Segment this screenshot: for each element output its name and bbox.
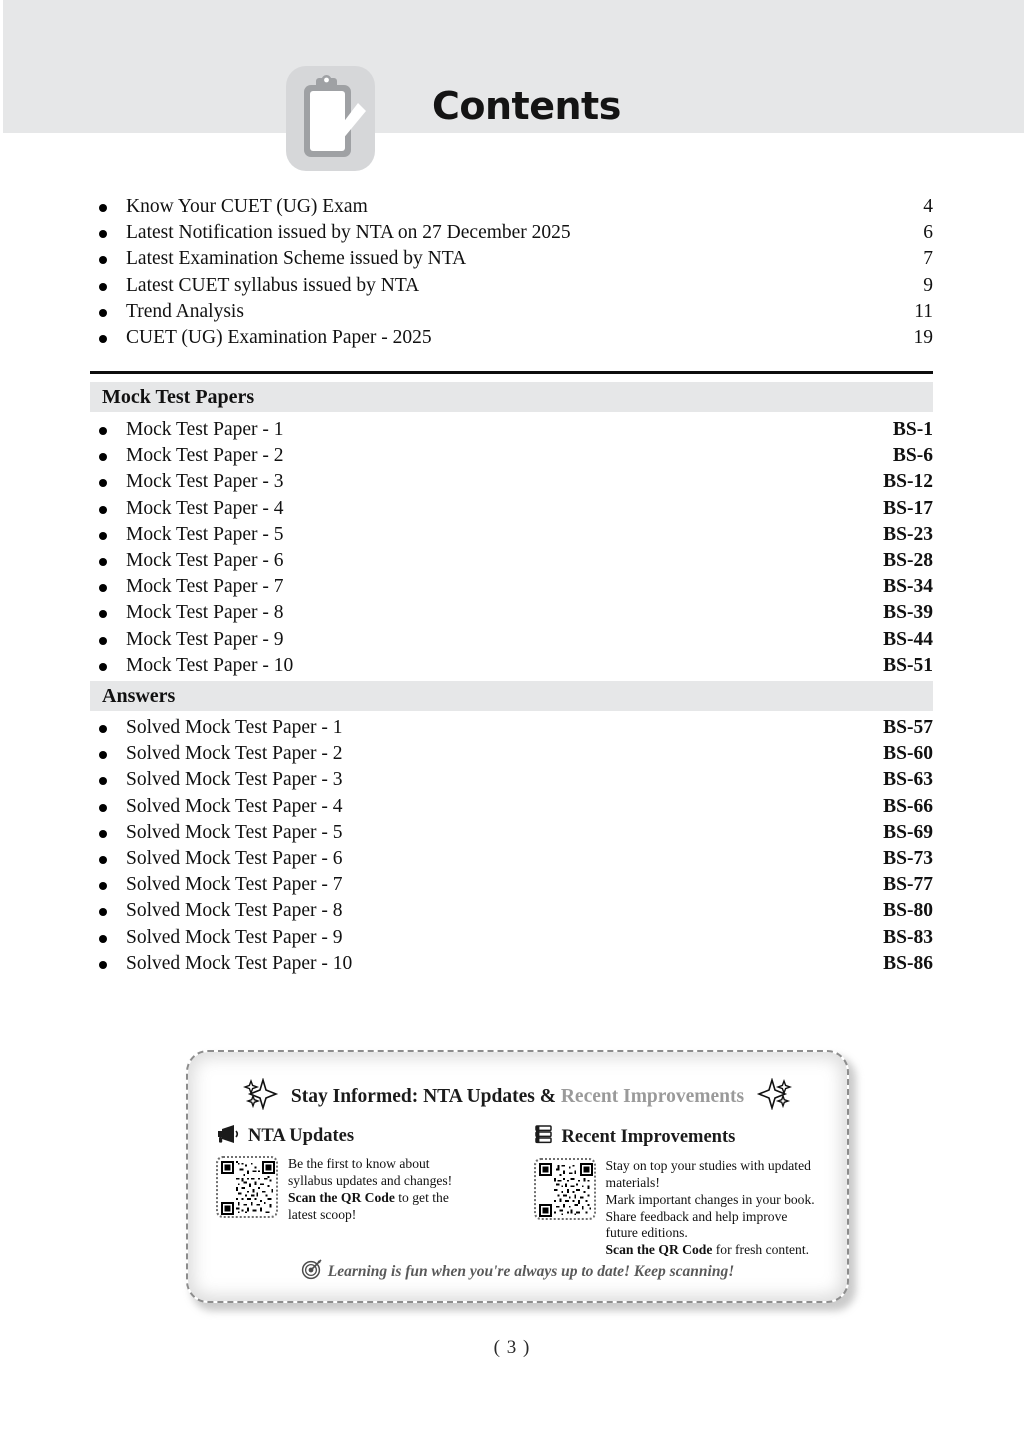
bullet-icon — [90, 827, 126, 842]
list-item[interactable] — [90, 927, 933, 953]
promo-column-nta-updates — [188, 1124, 518, 1259]
list-item[interactable] — [90, 471, 933, 497]
entry-page: BS-44 — [883, 628, 933, 650]
entry-label: Solved Mock Test Paper - 2 — [126, 743, 343, 765]
promo-right-line4: Share feedback and help improve — [605, 1208, 788, 1224]
entry-page: BS-80 — [883, 900, 933, 922]
bullet-icon — [90, 932, 126, 947]
stay-informed-promo-box — [186, 1050, 854, 1309]
intro-contents-list — [90, 196, 933, 353]
entry-page: BS-57 — [883, 717, 933, 738]
promo-left-line4: latest scoop! — [288, 1206, 357, 1222]
mock-test-papers-list — [90, 419, 933, 681]
promo-right-line3: Mark important changes in your book. — [605, 1191, 815, 1207]
promo-left-line1: Be the first to know about — [288, 1156, 430, 1171]
entry-page: BS-77 — [883, 874, 933, 896]
bullet-icon — [90, 503, 126, 518]
promo-footer-row — [188, 1258, 847, 1285]
entry-page: BS-17 — [883, 497, 933, 519]
entry-label: Latest Notification issued by NTA on 27 December 2025 — [126, 222, 571, 244]
entry-label: Latest Examination Scheme issued by NTA — [126, 248, 467, 270]
entry-page: 9 — [923, 274, 933, 296]
bullet-icon — [90, 660, 126, 675]
entry-page: BS-60 — [883, 743, 933, 765]
entry-label: Solved Mock Test Paper - 7 — [126, 874, 343, 896]
bullet-icon — [90, 306, 126, 321]
entry-page: BS-63 — [883, 769, 933, 791]
books-icon — [534, 1124, 554, 1151]
promo-right-text — [606, 1158, 815, 1259]
entry-label: Mock Test Paper - 10 — [126, 654, 294, 676]
list-item[interactable] — [90, 419, 933, 445]
promo-right-line1: Stay on top your studies with updated — [605, 1158, 811, 1173]
entry-label: Mock Test Paper - 5 — [126, 523, 284, 545]
list-item[interactable] — [90, 301, 933, 327]
entry-label: CUET (UG) Examination Paper - 2025 — [126, 326, 432, 348]
promo-left-line3-bold: Scan the QR Code — [288, 1189, 395, 1205]
section-title: Mock Test Papers — [102, 385, 255, 408]
bullet-icon — [90, 722, 126, 737]
list-item[interactable] — [90, 822, 933, 848]
page-title: Contents — [432, 84, 621, 128]
promo-column-header — [216, 1124, 518, 1149]
list-item[interactable] — [90, 498, 933, 524]
bullet-icon — [90, 607, 126, 622]
bullet-icon — [90, 227, 126, 242]
entry-label: Mock Test Paper - 7 — [126, 576, 284, 598]
entry-label: Solved Mock Test Paper - 3 — [126, 769, 343, 791]
bullet-icon — [90, 201, 126, 216]
entry-label: Solved Mock Test Paper - 6 — [126, 847, 343, 869]
sparkles-icon-left — [243, 1078, 279, 1115]
promo-right-line2: materials! — [605, 1174, 660, 1190]
list-item[interactable] — [90, 769, 933, 795]
entry-page: BS-28 — [883, 549, 933, 571]
bullet-icon — [90, 853, 126, 868]
bullet-icon — [90, 774, 126, 789]
entry-label: Solved Mock Test Paper - 1 — [126, 717, 343, 738]
entry-page: BS-51 — [883, 654, 933, 676]
bullet-icon — [90, 529, 126, 544]
promo-left-line2: syllabus updates and changes! — [288, 1172, 453, 1188]
entry-label: Solved Mock Test Paper - 10 — [126, 952, 353, 974]
list-item[interactable] — [90, 524, 933, 550]
entry-page: 19 — [913, 326, 933, 348]
entry-label: Mock Test Paper - 1 — [126, 419, 284, 440]
promo-headline-muted: Recent Improvements — [560, 1085, 745, 1107]
promo-column-header — [534, 1124, 848, 1151]
list-item[interactable] — [90, 576, 933, 602]
bullet-icon — [90, 581, 126, 596]
entry-page: BS-39 — [883, 602, 933, 624]
entry-page: BS-6 — [892, 445, 933, 467]
entry-label: Solved Mock Test Paper - 8 — [126, 900, 343, 922]
bullet-icon — [90, 424, 126, 439]
list-item[interactable] — [90, 874, 933, 900]
entry-label: Mock Test Paper - 4 — [126, 497, 284, 519]
entry-page: BS-69 — [883, 821, 933, 843]
megaphone-icon — [216, 1124, 240, 1149]
list-item[interactable] — [90, 275, 933, 301]
list-item[interactable] — [90, 953, 933, 979]
entry-label: Mock Test Paper - 2 — [126, 445, 284, 467]
bullet-icon — [90, 748, 126, 763]
bullet-icon — [90, 280, 126, 295]
entry-page: BS-12 — [883, 471, 933, 493]
list-item[interactable] — [90, 717, 933, 743]
section-header-answers — [90, 681, 933, 711]
promo-headline-row — [188, 1078, 847, 1115]
entry-page: BS-83 — [883, 926, 933, 948]
list-item[interactable] — [90, 629, 933, 655]
bullet-icon — [90, 476, 126, 491]
bullet-icon — [90, 332, 126, 347]
promo-headline-main: Stay Informed: NTA Updates & — [290, 1085, 561, 1107]
qr-code-icon[interactable] — [534, 1158, 596, 1220]
section-header-mock-test-papers — [90, 382, 933, 412]
entry-page: BS-1 — [892, 419, 933, 440]
bullet-icon — [90, 555, 126, 570]
promo-column-title: NTA Updates — [248, 1126, 355, 1146]
bullet-icon — [90, 634, 126, 649]
entry-label: Mock Test Paper - 3 — [126, 471, 284, 493]
entry-page: BS-73 — [883, 847, 933, 869]
entry-page: BS-66 — [883, 795, 933, 817]
list-item[interactable] — [90, 327, 933, 353]
footer-page-number: ( 3 ) — [493, 1337, 531, 1358]
promo-left-line3-rest: to get the — [394, 1189, 449, 1205]
list-item[interactable] — [90, 796, 933, 822]
promo-column-body — [534, 1158, 848, 1259]
entry-page: 4 — [923, 196, 933, 217]
entry-page: BS-23 — [883, 523, 933, 545]
entry-label: Latest CUET syllabus issued by NTA — [126, 274, 420, 296]
entry-label: Solved Mock Test Paper - 9 — [126, 926, 343, 948]
promo-column-title: Recent Improvements — [561, 1127, 736, 1147]
promo-right-line6-bold: Scan the QR Code — [605, 1242, 713, 1258]
promo-left-text — [288, 1156, 452, 1223]
list-item[interactable] — [90, 900, 933, 926]
list-item[interactable] — [90, 743, 933, 769]
bullet-icon — [90, 450, 126, 465]
clipboard-checklist-icon — [286, 66, 375, 171]
promo-right-line5: future editions. — [605, 1225, 688, 1241]
entry-page: BS-86 — [883, 952, 933, 974]
entry-label: Mock Test Paper - 6 — [126, 549, 284, 571]
list-item[interactable] — [90, 602, 933, 628]
bullet-icon — [90, 801, 126, 816]
list-item[interactable] — [90, 196, 933, 222]
entry-page: BS-34 — [883, 576, 933, 598]
promo-column-body — [216, 1156, 518, 1223]
list-item[interactable] — [90, 848, 933, 874]
entry-label: Know Your CUET (UG) Exam — [126, 196, 368, 217]
section-title: Answers — [102, 684, 176, 707]
promo-tagline: Learning is fun when you're always up to date! Keep scanning! — [327, 1262, 735, 1280]
sparkles-icon-right — [756, 1078, 792, 1115]
entry-label: Solved Mock Test Paper - 4 — [126, 795, 343, 817]
qr-code-icon[interactable] — [216, 1156, 278, 1218]
promo-column-recent-improvements — [518, 1124, 848, 1259]
promo-box-border — [186, 1050, 849, 1303]
list-item[interactable] — [90, 222, 933, 248]
entry-page: 11 — [914, 300, 933, 322]
list-item[interactable] — [90, 655, 933, 681]
bullet-icon — [90, 958, 126, 973]
promo-columns — [188, 1124, 847, 1259]
bullet-icon — [90, 879, 126, 894]
entry-label: Trend Analysis — [126, 300, 244, 322]
target-dart-icon — [301, 1258, 323, 1285]
entry-label: Mock Test Paper - 9 — [126, 628, 284, 650]
bullet-icon — [90, 905, 126, 920]
promo-right-line6-rest: for fresh content. — [712, 1242, 810, 1258]
entry-page: 6 — [923, 222, 933, 244]
list-item[interactable] — [90, 445, 933, 471]
entry-label: Solved Mock Test Paper - 5 — [126, 821, 343, 843]
entry-label: Mock Test Paper - 8 — [126, 602, 284, 624]
answers-list — [90, 717, 933, 979]
bullet-icon — [90, 253, 126, 268]
entry-page: 7 — [923, 248, 933, 270]
list-item[interactable] — [90, 248, 933, 274]
list-item[interactable] — [90, 550, 933, 576]
promo-headline — [291, 1086, 744, 1108]
section-divider-rule — [90, 371, 933, 374]
